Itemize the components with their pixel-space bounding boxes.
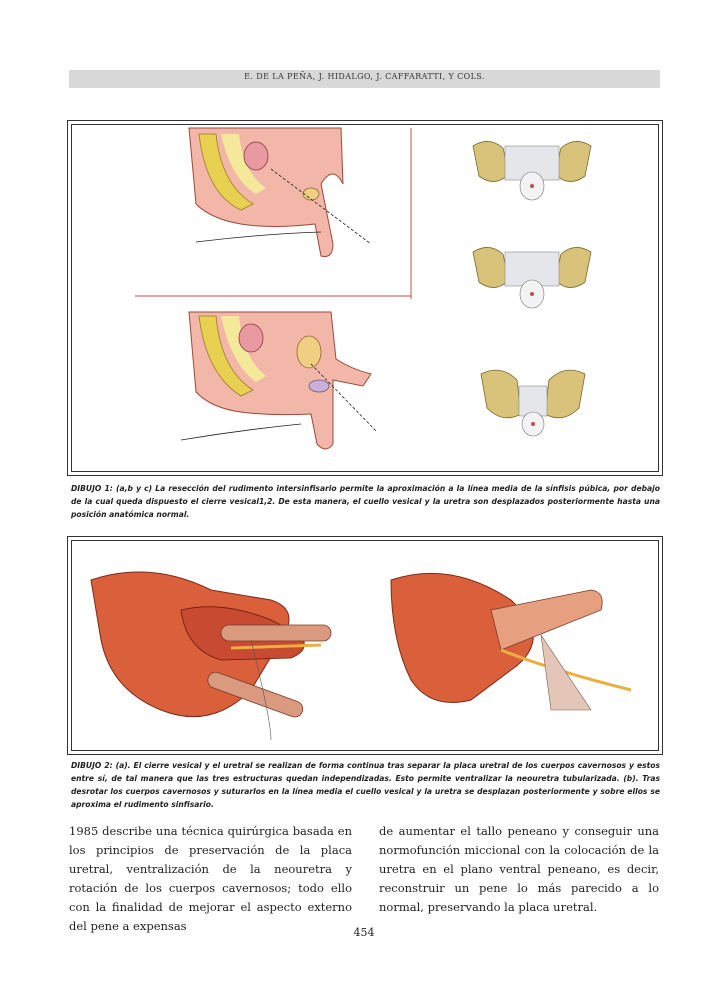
surgical-view-b: [391, 573, 631, 710]
surgical-view-a: [91, 572, 331, 740]
page-number: 454: [353, 926, 375, 939]
running-header-title: E. DE LA PEÑA, J. HIDALGO, J. CAFFARATTI, Y COLS.: [244, 72, 485, 81]
figure-1-illustration: [71, 124, 657, 470]
body-text-column-right: de aumentar el tallo peneano y conseguir una normofunción miccional con la colocación de la uretra en el plano ventral peneano, es decir, reconstruir un pene lo más parecido a lo normal, preservando la placa uretral.: [379, 824, 659, 914]
figure-2-illustration: [71, 540, 657, 749]
pelvis-view-3: [481, 370, 585, 436]
figure-1-caption: DIBUJO 1: (a,b y c) La resección del rudimento intersinfisario permite la aproximación a la línea media de la sínfisis púbica, por debajo de la cual queda dispuesto el cierre vesical1,2. De esta manera, el cuello vesical y la uretra son desplazados posteriormente hasta una posición anatómica normal.: [71, 484, 660, 519]
pelvis-view-2: [473, 247, 591, 308]
sagittal-section-a: [189, 128, 371, 257]
body-text-column-left: 1985 describe una técnica quirúrgica basada en los principios de preservación de la placa uretral, ventralización de la neouretra y rotación de los cuerpos cavernosos; todo ello con la finalidad de mejorar el aspecto externo del pene a expensas: [69, 824, 352, 933]
figure-2-caption: DIBUJO 2: (a). El cierre vesical y el uretral se realizan de forma continua tras separar la placa uretral de los cuerpos cavernosos y estos entre sí, de tal manera que las tres estructuras quedan independizadas. Esto permite ventralizar la neouretra tubularizada. (b). Tras desrotar los cuerpos cavernosos y suturarlos en la línea media el cuello vesical y la uretra se desplazan posteriormente y sobre ellos se aproxima el rudimento sinfisario.: [71, 761, 660, 809]
sagittal-section-b: [181, 312, 377, 449]
pelvis-view-1: [473, 141, 591, 200]
